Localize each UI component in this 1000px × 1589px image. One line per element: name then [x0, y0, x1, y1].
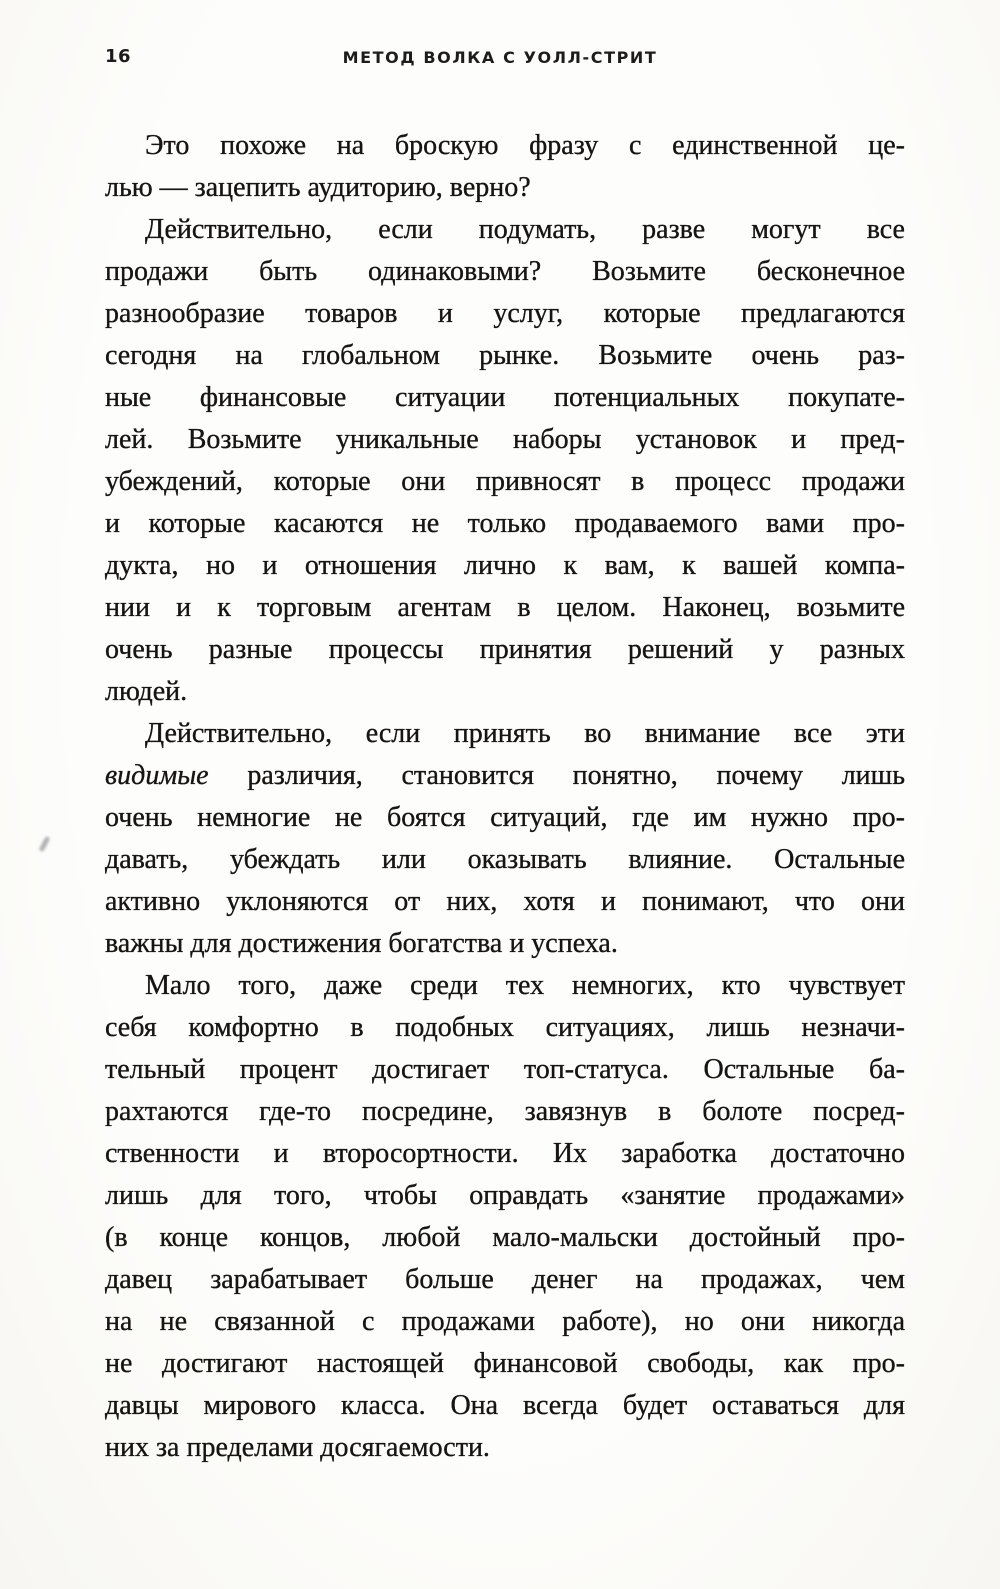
text-segment: дукта, но и отношения лично к вам, к вашей компа- — [105, 550, 905, 581]
text-line — [105, 1427, 905, 1469]
text-line — [105, 125, 905, 167]
text-segment: рахтаются где-то посредине, завязнув в болоте посред- — [105, 1096, 905, 1127]
text-segment: Действительно, если принять во внимание все эти — [145, 718, 905, 749]
paragraph — [105, 209, 905, 713]
text-segment: и которые касаются не только продаваемого вами про- — [105, 508, 905, 539]
text-segment: на не связанной с продажами работе), но они никогда — [105, 1306, 905, 1337]
text-segment: Это похоже на броскую фразу с единственной це- — [145, 130, 905, 161]
text-segment: важны для достижения богатства и успеха. — [105, 928, 618, 959]
text-line — [105, 1007, 905, 1049]
text-segment: разнообразие товаров и услуг, которые предлагаются — [105, 298, 905, 329]
italic-text: видимые — [105, 760, 209, 791]
text-line — [105, 1343, 905, 1385]
paragraph — [105, 125, 905, 209]
text-segment: себя комфортно в подобных ситуациях, лишь незначи- — [105, 1012, 905, 1043]
text-segment: сегодня на глобальном рынке. Возьмите очень раз- — [105, 340, 905, 371]
text-segment: (в конце концов, любой мало-мальски достойный про- — [105, 1222, 905, 1253]
text-line — [105, 503, 905, 545]
text-line — [105, 1217, 905, 1259]
text-segment: лишь для того, чтобы оправдать «занятие продажами» — [105, 1180, 905, 1211]
page-header — [0, 46, 1000, 72]
text-segment: ные финансовые ситуации потенциальных покупате- — [105, 382, 905, 413]
text-line — [105, 167, 905, 209]
text-segment: давец зарабатывает больше денег на продажах, чем — [105, 1264, 905, 1295]
text-line — [105, 545, 905, 587]
text-line — [105, 629, 905, 671]
text-line — [105, 461, 905, 503]
text-segment: продажи быть одинаковыми? Возьмите бесконечное — [105, 256, 905, 287]
text-segment: тельный процент достигает топ-статуса. Остальные ба- — [105, 1054, 905, 1085]
text-line — [105, 713, 905, 755]
running-head: МЕТОД ВОЛКА С УОЛЛ-СТРИТ — [342, 48, 658, 67]
scan-artifact — [39, 836, 51, 852]
text-segment: Мало того, даже среди тех немногих, кто чувствует — [145, 970, 905, 1001]
text-line — [105, 1091, 905, 1133]
text-line — [105, 1049, 905, 1091]
text-line — [105, 881, 905, 923]
paragraph — [105, 965, 905, 1469]
text-line — [105, 293, 905, 335]
text-segment: них за пределами досягаемости. — [105, 1432, 490, 1463]
text-line — [105, 419, 905, 461]
text-line — [105, 209, 905, 251]
text-segment: активно уклоняются от них, хотя и понимают, что они — [105, 886, 905, 917]
text-block — [105, 125, 905, 1469]
text-segment: давать, убеждать или оказывать влияние. Остальные — [105, 844, 905, 875]
text-line — [105, 965, 905, 1007]
text-segment: лей. Возьмите уникальные наборы установок и пред- — [105, 424, 905, 455]
text-segment: давцы мирового класса. Она всегда будет оставаться для — [105, 1390, 905, 1421]
paragraph — [105, 713, 905, 965]
text-line — [105, 1259, 905, 1301]
text-line — [105, 1133, 905, 1175]
page-number: 16 — [105, 46, 132, 67]
text-segment: людей. — [105, 676, 188, 707]
text-line — [105, 839, 905, 881]
text-line — [105, 251, 905, 293]
text-line — [105, 1175, 905, 1217]
text-line — [105, 1385, 905, 1427]
text-line — [105, 755, 905, 797]
text-segment: не достигают настоящей финансовой свободы, как про- — [105, 1348, 905, 1379]
text-segment: очень немногие не боятся ситуаций, где им нужно про- — [105, 802, 905, 833]
text-line — [105, 923, 905, 965]
text-line — [105, 335, 905, 377]
text-segment: лью — зацепить аудиторию, верно? — [105, 172, 531, 203]
text-line — [105, 587, 905, 629]
text-segment: различия, становится понятно, почему лишь — [208, 760, 905, 791]
text-line — [105, 671, 905, 713]
text-line — [105, 1301, 905, 1343]
text-segment: очень разные процессы принятия решений у разных — [105, 634, 905, 665]
text-segment: убеждений, которые они привносят в процесс продажи — [105, 466, 905, 497]
text-segment: нии и к торговым агентам в целом. Наконец, возьмите — [105, 592, 905, 623]
text-line — [105, 797, 905, 839]
text-line — [105, 377, 905, 419]
text-segment: Действительно, если подумать, разве могут все — [145, 214, 905, 245]
text-segment: ственности и второсортности. Их заработка достаточно — [105, 1138, 905, 1169]
